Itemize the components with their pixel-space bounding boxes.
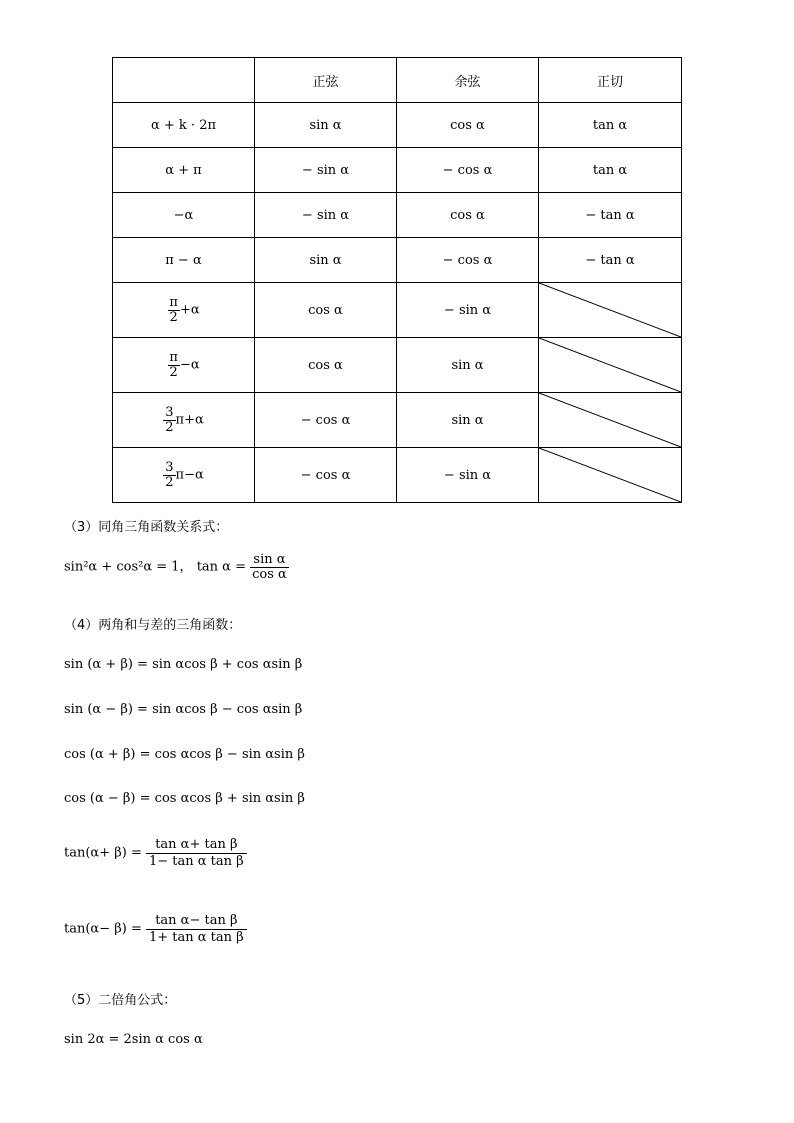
table-row bbox=[113, 393, 682, 448]
sin-double-angle-formula: sin 2α = 2sin α cos α bbox=[64, 1032, 203, 1047]
sin-cell: cos α bbox=[255, 338, 397, 393]
angle-cell bbox=[113, 448, 255, 503]
trig-reduction-table bbox=[112, 57, 682, 503]
angle-cell: α + π bbox=[113, 148, 255, 193]
diagonal-slash bbox=[539, 338, 681, 392]
tan-cell: − tan α bbox=[539, 193, 682, 238]
sin-cell: sin α bbox=[255, 238, 397, 283]
angle-fraction bbox=[167, 296, 180, 324]
angle-fraction bbox=[163, 406, 175, 434]
fraction-denominator: 1+ tan α tan β bbox=[146, 929, 247, 946]
section-4-heading: （4）两角和与差的三角函数： bbox=[64, 618, 242, 633]
angle-cell bbox=[113, 283, 255, 338]
section-3-formulas bbox=[64, 553, 289, 581]
fraction-numerator: π bbox=[169, 294, 178, 310]
fraction-numerator: 3 bbox=[165, 404, 174, 420]
fraction-numerator: tan α− tan β bbox=[155, 913, 238, 928]
fraction-numerator: π bbox=[169, 349, 178, 365]
table-row bbox=[113, 103, 682, 148]
fraction-denominator: cos α bbox=[252, 566, 287, 582]
sin-cell: − cos α bbox=[255, 393, 397, 448]
sin-sum-formula: sin (α + β) = sin αcos β + cos αsin β bbox=[64, 657, 303, 672]
fraction-denominator: 1− tan α tan β bbox=[146, 853, 247, 870]
fraction-numerator: 3 bbox=[165, 459, 174, 475]
table-row bbox=[113, 338, 682, 393]
tan-difference-formula bbox=[64, 913, 247, 945]
diagonal-slash bbox=[539, 393, 681, 447]
cos-cell: cos α bbox=[397, 193, 539, 238]
tan-sum-formula bbox=[64, 837, 247, 869]
sin-cell: sin α bbox=[255, 103, 397, 148]
header-cell-cosine: 余弦 bbox=[397, 58, 539, 103]
header-cell-empty bbox=[113, 58, 255, 103]
diagonal-slash bbox=[539, 448, 681, 502]
sin-cell: − sin α bbox=[255, 193, 397, 238]
angle-cell: −α bbox=[113, 193, 255, 238]
angle-rest: +α bbox=[179, 302, 200, 318]
tan-cell-undefined bbox=[539, 393, 682, 448]
table-row bbox=[113, 283, 682, 338]
cos-sum-formula: cos (α + β) = cos αcos β − sin αsin β bbox=[64, 747, 305, 762]
table-row bbox=[113, 193, 682, 238]
fraction-denominator: 2 bbox=[169, 309, 178, 325]
tan-sum-lhs: tan(α+ β) = bbox=[64, 845, 142, 861]
fraction-denominator: 2 bbox=[165, 474, 174, 490]
section-3-heading: （3）同角三角函数关系式： bbox=[64, 520, 229, 535]
sin-cell: − sin α bbox=[255, 148, 397, 193]
table-row bbox=[113, 238, 682, 283]
header-cell-tangent: 正切 bbox=[539, 58, 682, 103]
tan-cell: tan α bbox=[539, 103, 682, 148]
angle-rest: π−α bbox=[175, 467, 204, 483]
angle-fraction bbox=[167, 351, 180, 379]
header-cell-sine: 正弦 bbox=[255, 58, 397, 103]
tan-difference-lhs: tan(α− β) = bbox=[64, 921, 142, 937]
sin-difference-formula: sin (α − β) = sin αcos β − cos αsin β bbox=[64, 702, 303, 717]
tan-difference-fraction bbox=[146, 913, 247, 945]
cos-cell: sin α bbox=[397, 393, 539, 448]
tan-cell-undefined bbox=[539, 338, 682, 393]
angle-cell: π − α bbox=[113, 238, 255, 283]
tan-quotient-lhs: tan α = bbox=[196, 559, 246, 575]
cos-cell: − sin α bbox=[397, 448, 539, 503]
table-row bbox=[113, 448, 682, 503]
section-5-heading: （5）二倍角公式： bbox=[64, 993, 177, 1008]
fraction-denominator: 2 bbox=[169, 364, 178, 380]
cos-cell: sin α bbox=[397, 338, 539, 393]
cos-cell: − cos α bbox=[397, 148, 539, 193]
angle-cell bbox=[113, 338, 255, 393]
table-row bbox=[113, 148, 682, 193]
fraction-denominator: 2 bbox=[165, 419, 174, 435]
cos-difference-formula: cos (α − β) = cos αcos β + sin αsin β bbox=[64, 791, 305, 806]
angle-cell bbox=[113, 393, 255, 448]
angle-fraction bbox=[163, 461, 175, 489]
pythagorean-identity: sin²α + cos²α = 1， bbox=[64, 559, 193, 575]
angle-rest: −α bbox=[179, 357, 200, 373]
table-header-row bbox=[113, 58, 682, 103]
tan-cell: − tan α bbox=[539, 238, 682, 283]
tan-sum-fraction bbox=[146, 837, 247, 869]
sin-cell: cos α bbox=[255, 283, 397, 338]
cos-cell: − sin α bbox=[397, 283, 539, 338]
fraction-numerator: tan α+ tan β bbox=[155, 837, 238, 852]
tan-cell-undefined bbox=[539, 448, 682, 503]
sin-cell: − cos α bbox=[255, 448, 397, 503]
tan-quotient-fraction bbox=[250, 553, 289, 581]
tan-cell-undefined bbox=[539, 283, 682, 338]
diagonal-slash bbox=[539, 283, 681, 337]
angle-rest: π+α bbox=[175, 412, 204, 428]
cos-cell: − cos α bbox=[397, 238, 539, 283]
fraction-numerator: sin α bbox=[253, 552, 286, 567]
cos-cell: cos α bbox=[397, 103, 539, 148]
tan-cell: tan α bbox=[539, 148, 682, 193]
angle-cell: α + k · 2π bbox=[113, 103, 255, 148]
